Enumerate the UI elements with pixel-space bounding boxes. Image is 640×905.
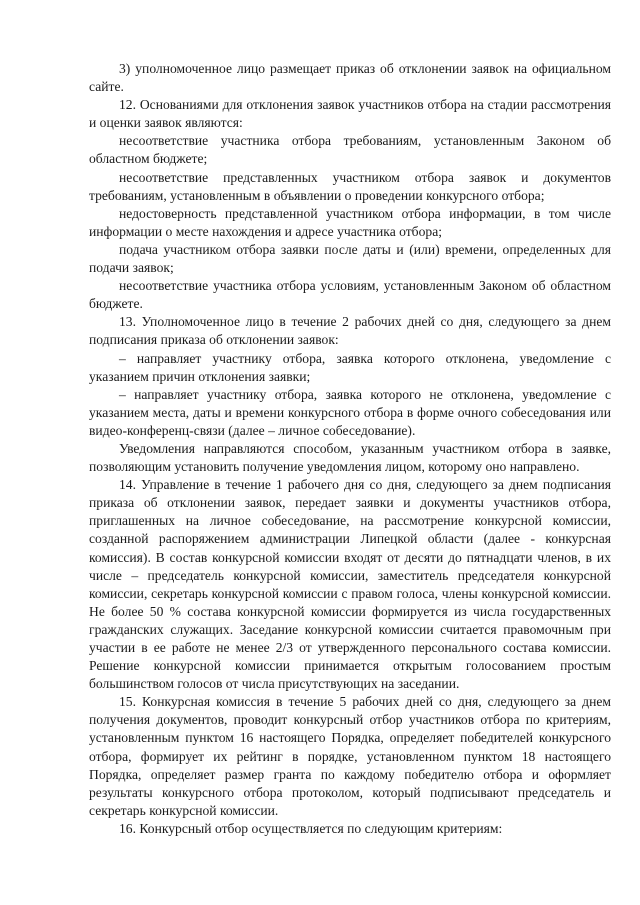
paragraph-15-selection: 15. Конкурсная комиссия в течение 5 рабочих дней со дня, следующего за днем получения документов, проводит конкурсный отбор участников отбора по критериям, установленным пунктом 16 настоящего Порядка, определяет победителей конкурсного отбора, формирует их рейтинг в порядке, установленном пунктом 18 настоящего Порядка, определяет размер гранта по каждому победителю отбора и оформляет результаты конкурсного отбора протоколом, который подписывают председатель и секретарь конкурсной комиссии. — [89, 694, 611, 818]
document-page — [89, 60, 611, 838]
paragraph-16-criteria: 16. Конкурсный отбор осуществляется по следующим критериям: — [119, 820, 503, 836]
paragraph-notification-method: Уведомления направляются способом, указанным участником отбора в заявке, позволяющим установить получение уведомления лицом, которому оно направлено. — [89, 440, 611, 475]
paragraph-ground-documents: несоответствие представленных участником отбора заявок и документов требованиям, установленным в объявлении о проведении конкурсного отбора; — [89, 169, 611, 203]
paragraph-13-notifications: 13. Уполномоченное лицо в течение 2 рабочих дней со дня, следующего за днем подписания приказа об отклонении заявок: — [89, 314, 611, 348]
paragraph-12-grounds: 12. Основаниями для отклонения заявок участников отбора на стадии рассмотрения и оценки заявок являются: — [89, 97, 611, 131]
paragraph-14-commission: 14. Управление в течение 1 рабочего дня со дня, следующего за днем подписания приказа об отклонении заявок, передает заявки и документы участников отбора, приглашенных на личное собеседование, на рассмотрение конкурсной комиссии, созданной распоряжением администрации Липецкой области (далее - конкурсная комиссия). В состав конкурсной комиссии входят от десяти до пятнадцати членов, в их числе – председатель конкурсной комиссии, заместитель председателя конкурсной комиссии, секретарь конкурсной комиссии с правом голоса, члены конкурсной комиссии. Не более 50 % состава конкурсной комиссии формируется из числа государственных гражданских служащих. Заседание конкурсной комиссии считается правомочным при участии в ее работе не менее 2/3 от утвержденного персонального состава комиссии. Решение конкурсной комиссии принимается открытым голосованием простым большинством голосов от числа присутствующих на заседании. — [89, 477, 611, 692]
paragraph-ground-conditions: несоответствие участника отбора условиям, установленным Законом об областном бюджете. — [89, 278, 611, 312]
paragraph-ground-requirements: несоответствие участника отбора требованиям, установленным Законом об областном бюджете; — [89, 133, 611, 167]
paragraph-item-3-publish: 3) уполномоченное лицо размещает приказ об отклонении заявок на официальном сайте. — [89, 61, 611, 95]
paragraph-ground-late-submission: подача участником отбора заявки после даты и (или) времени, определенных для подачи заявок; — [89, 241, 611, 276]
paragraph-ground-unreliable-info: недостоверность представленной участником отбора информации, в том числе информации о месте нахождения и адресе участника отбора; — [89, 205, 611, 239]
paragraph-dash-rejected: – направляет участнику отбора, заявка которого отклонена, уведомление с указанием причин отклонения заявки; — [89, 350, 611, 384]
paragraph-dash-accepted: – направляет участнику отбора, заявка которого не отклонена, уведомление с указанием места, даты и времени конкурсного отбора в форме очного собеседования или видео-конференц-связи (далее – личное собеседование). — [89, 386, 611, 438]
